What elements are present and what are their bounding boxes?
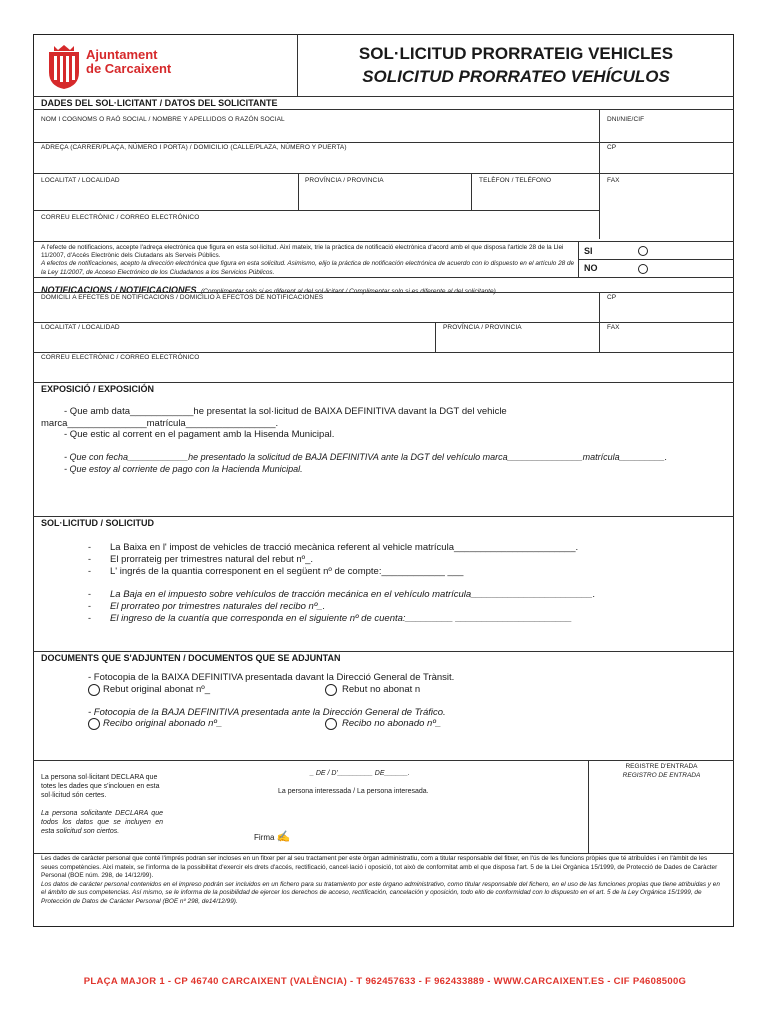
declaration-va: La persona sol·licitant DECLARA que totes les dades que s'inclouen en esta sol·licitud són certes. [41,774,160,799]
fax-label: FAX [607,177,620,184]
notif-locality-field[interactable] [34,323,434,352]
date-line[interactable]: _ DE / D'_________ DE______. [310,770,410,777]
applicant-section-title: DADES DEL SOL·LICITANT / DATOS DEL SOLICITANTE [41,98,278,108]
exposition-line4: - Que con fecha____________he presentado la solicitud de BAJA DEFINITIVA ante la DGT del vehículo marca_______________matrícula_________. [64,452,668,462]
footer-contact: PLAÇA MAJOR 1 - CP 46740 CARCAIXENT (VALÈNCIA) - T 962457633 - F 962433889 - WWW.CARCAIXENT.ES - CIF P4608500G [83,976,687,987]
interested-person-label: La persona interessada / La persona interesada. [278,788,429,795]
exposition-line1: - Que amb data____________he presentat la sol·licitud de BAIXA DEFINITIVA davant la DGT del vehicle [64,406,507,417]
notif-province-label: PROVÍNCIA / PROVINCIA [443,324,522,331]
signature-label: Firma [254,833,275,842]
province-label: PROVÍNCIA / PROVINCIA [305,177,384,184]
notif-fax-label: FAX [607,324,620,331]
fax-field[interactable] [600,174,734,210]
notifications-title: NOTIFICACIONS / NOTIFICACIONES [41,285,197,295]
es-paid-receipt-label: Recibo original abonado nº_ [103,718,223,729]
privacy-text-es: Los datos de carácter personal contenidos en el impreso podrán ser incluidos en un fichero para su tratamiento por este órgano administrativo, como titular responsable del fichero, en el uso de las funciones propias que tiene atribuidas y en el ámbito de sus competencias. Así mismo, se le informa de la posibilidad de ejercer los derechos de acceso, rectificación, cancelación y oposición, todo ello de conformidad con lo dispuesto en el art. 5 de la Ley Orgánica 15/1999, de Protección de Datos de Carácter Personal (BOE nº 298, de14/12/99). [41,880,720,905]
exposition-line3: - Que estic al corrent en el pagament amb la Hisenda Municipal. [64,429,335,440]
consent-yes-label: SI [584,246,593,256]
locality-label: LOCALITAT / LOCALIDAD [41,177,120,184]
email-label: CORREU ELECTRÒNIC / CORREO ELECTRÓNICO [41,214,200,221]
pen-icon: ✍ [276,831,291,843]
notif-fax-field[interactable] [600,323,734,352]
registry-label-va: REGISTRE D'ENTRADA [625,763,698,770]
notif-email-label: CORREU ELECTRÒNIC / CORREO ELECTRÓNICO [41,354,200,361]
documents-title: DOCUMENTS QUE S'ADJUNTEN / DOCUMENTOS QUE SE ADJUNTAN [41,653,341,663]
va-paid-receipt-radio[interactable] [88,684,100,696]
province-field[interactable] [299,174,471,210]
documents-va-line: - Fotocopia de la BAIXA DEFINITIVA presentada davant la Direcció General de Trànsit. [88,672,455,683]
notif-email-field[interactable] [34,353,734,381]
es-paid-receipt-radio[interactable] [88,718,100,730]
notif-cp-field[interactable] [600,293,734,322]
exposition-line5: - Que estoy al corriente de pago con la Hacienda Municipal. [64,464,303,474]
email-field[interactable] [34,211,734,241]
es-unpaid-receipt-label: Recibo no abonado nº_ [342,718,442,729]
exposition-line2: marca_______________matrícula_________________. [41,418,279,429]
signature-field[interactable] [254,830,290,843]
privacy-text-va: Les dades de caràcter personal que conté l'imprés podran ser incloses en un fitxer per al seu tractament per este òrgan administratiu, com a titular responsable del fitxer, en l'ús de les funcions pròpies que té atribuïdes i en l'àmbit de les seues competències. Així mateix, se l'informa de la possibilitat d'exercir els drets d'accés, rectificació, cancel·lació i oposició, tot això de conformitat amb el que disposa l'art. 5 de la Llei Orgànica 15/1999, de Protecció de Dades de Caràcter Personal (BOE núm. 298, de 14/12/99). [41,855,718,879]
org-name-line1: Ajuntament [86,47,158,62]
declaration-es: La persona solicitante DECLARA que todos los datos que se incluyen en esta solicitud son ciertos. [41,810,163,835]
va-unpaid-receipt-radio[interactable] [325,684,337,696]
name-label: NOM I COGNOMS O RAÓ SOCIAL / NOMBRE Y APELLIDOS O RAZÓN SOCIAL [41,116,285,123]
request-item-es-2: El prorrateo por trimestres naturales del recibo nº_. [110,601,326,612]
notif-address-label: DOMICILI A EFECTES DE NOTIFICACIONS / DOMICILIO A EFECTOS DE NOTIFICACIONES [41,294,324,301]
consent-no-label: NO [584,263,598,273]
va-unpaid-receipt-label: Rebut no abonat n [342,684,421,695]
consent-no-radio[interactable] [638,264,648,274]
notif-province-field[interactable] [436,323,599,352]
address-label: ADREÇA (CARRER/PLAÇA, NÚMERO I PORTA) / DOMICILIO (CALLE/PLAZA, NÚMERO Y PUERTA) [41,144,347,151]
phone-field[interactable] [472,174,599,210]
consent-text-va: A l'efecte de notificacions, accepte l'adreça electrònica que figura en esta sol·licitud. Així mateix, trie la pràctica de notificació electrònica d'acord amb el que disposa l'article 28 de la Llei 11/2007, d'Accés Electrònic dels Ciutadans als Serveis Públics. [41,244,564,260]
privacy-notice [41,855,725,906]
registry-label-es: REGISTRO DE ENTRADA [622,772,701,779]
documents-es-line: - Fotocopia de la BAJA DEFINITIVA presentada ante la Dirección General de Tráfico. [88,707,446,718]
address-field[interactable] [34,143,599,173]
notif-address-field[interactable] [34,293,599,322]
consent-yes-radio[interactable] [638,246,648,256]
registry-stamp-area [589,762,734,780]
consent-text-es: A efectos de notificaciones, acepto la dirección electrónica que figura en esta solicitud. Asimismo, elijo la práctica de notificación electrónica de acuerdo con lo dispuesto en el artículo 28 de la Ley 11/2007, de Acceso Electrónico de los Ciudadanos a los Servicios Públicos. [41,260,575,276]
cp-label: CP [607,144,617,151]
va-paid-receipt-label: Rebut original abonat nº_ [103,684,210,695]
request-item-va-3: L' ingrés de la quantia corresponent en el següent nº de compte:____________ ___ [110,566,464,577]
es-unpaid-receipt-radio[interactable] [325,718,337,730]
name-field[interactable] [34,110,599,142]
logo [46,44,82,90]
cp-field[interactable] [600,143,734,173]
request-item-es-1: La Baja en el impuesto sobre vehículos de tracción mecánica en el vehículo matrícula_______________________. [110,589,596,600]
locality-field[interactable] [34,174,298,210]
phone-label: TELÈFON / TELÉFONO [479,177,552,184]
request-title: SOL·LICITUD / SOLICITUD [41,518,154,528]
request-item-va-2: El prorrateig per trimestres natural del rebut nº_. [110,554,314,565]
id-field[interactable] [600,110,734,142]
org-name-line2: de Carcaixent [86,61,172,76]
notifications-note: (Complimentar sols si es diferent al del sol·licitant / Complimentar solo si es diferente al del solicitante) [200,288,496,295]
form-title-es: SOLICITUD PRORRATEO VEHÍCULOS [362,67,670,86]
form-title-va: SOL·LICITUD PRORRATEIG VEHICLES [358,44,674,63]
id-label: DNI/NIE/CIF [607,116,645,123]
notif-cp-label: CP [607,294,617,301]
notif-locality-label: LOCALITAT / LOCALIDAD [41,324,120,331]
request-item-es-3: El ingreso de la cuantía que corresponda en el siguiente nº de cuenta:_________ ______________________ [110,613,572,624]
request-item-va-1: La Baixa en l' impost de vehicles de tracció mecànica referent al vehicle matrícula_______________________. [110,542,579,553]
exposition-title: EXPOSICIÓ / EXPOSICIÓN [41,384,155,394]
consent-text [41,244,577,277]
